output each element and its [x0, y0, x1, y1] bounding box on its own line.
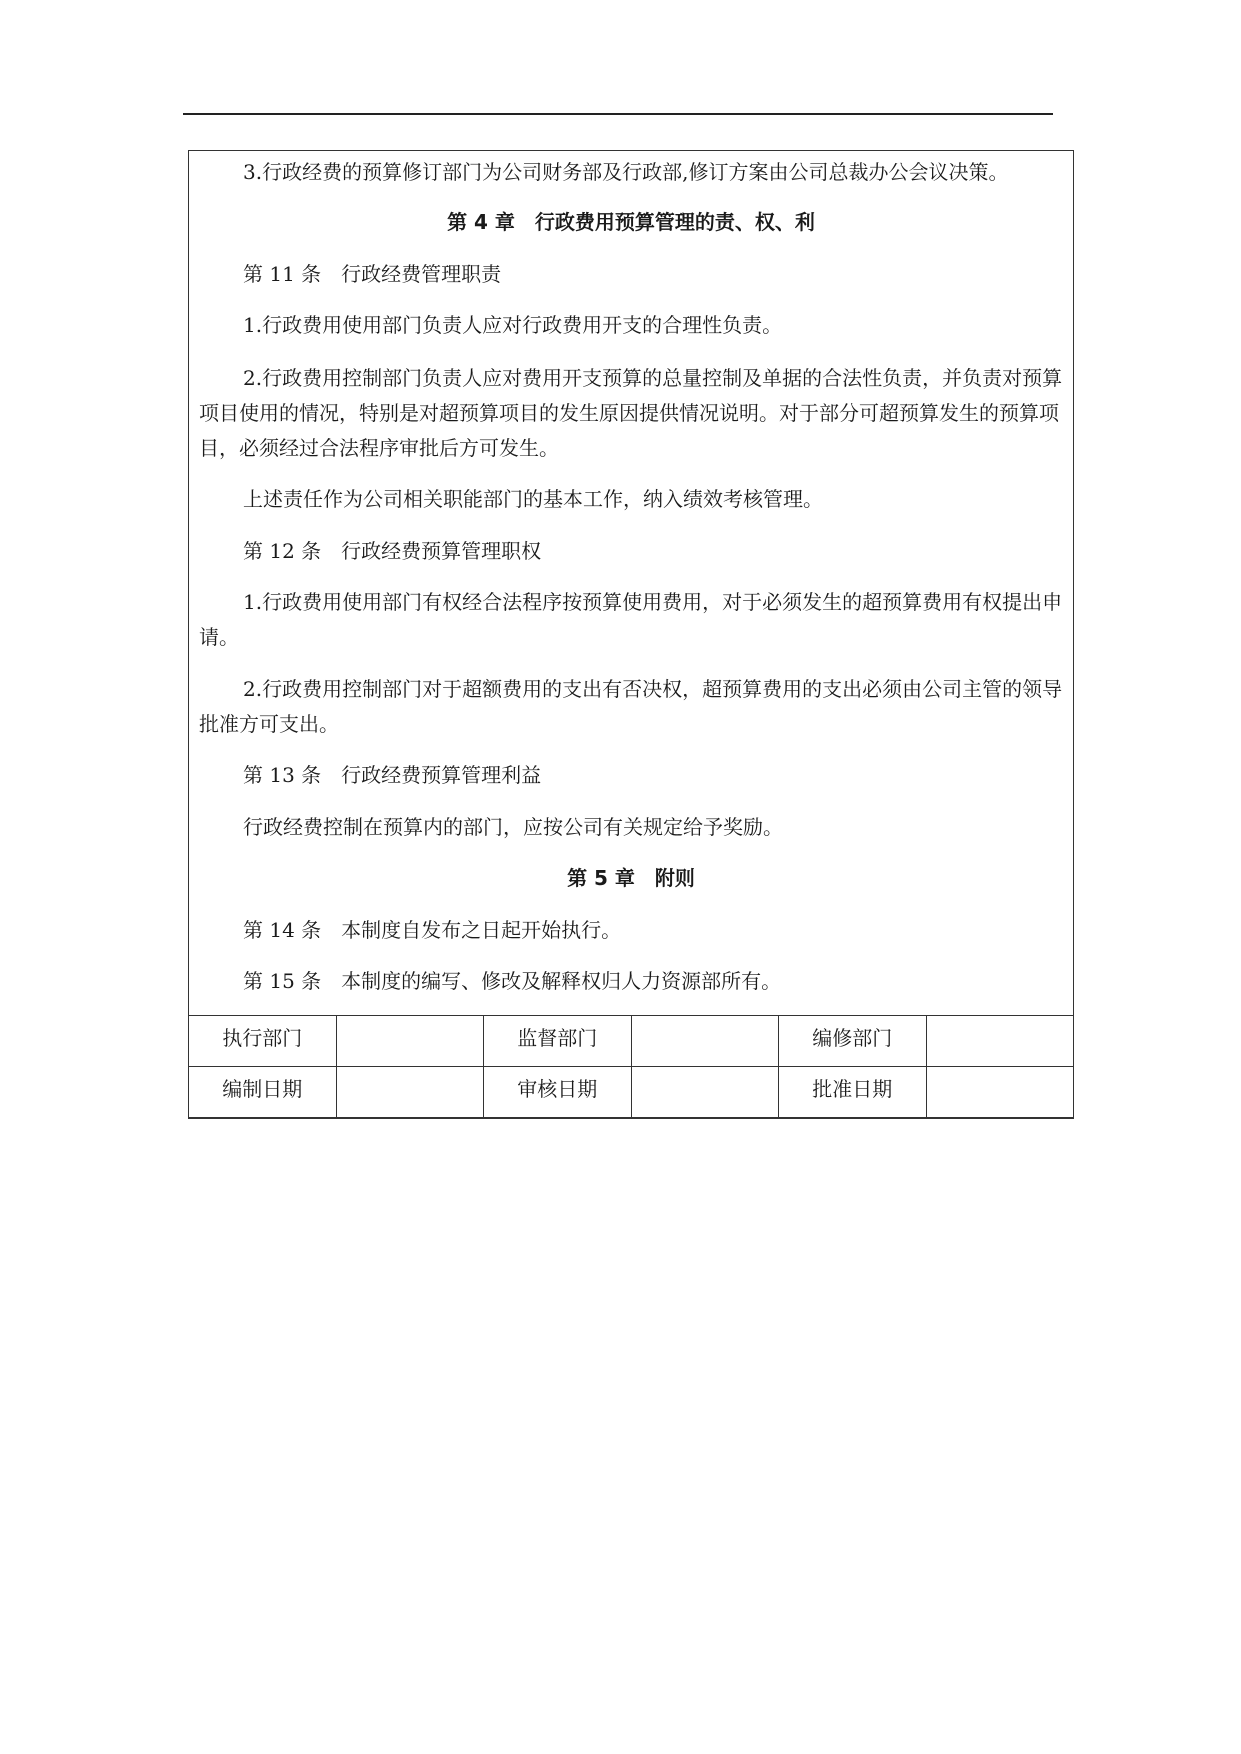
label-supervise-dept: 监督部门: [484, 1016, 632, 1067]
table-row: [189, 1016, 1074, 1067]
value-compile-date: [336, 1067, 484, 1118]
label-edit-dept: 编修部门: [779, 1016, 927, 1067]
label-review-date: 审核日期: [484, 1067, 632, 1118]
header-rule: [183, 113, 1053, 115]
article-13-item-1: 行政经费控制在预算内的部门，应按公司有关规定给予奖励。: [243, 815, 783, 839]
article-12-title: 第 12 条 行政经费预算管理职权: [243, 539, 542, 563]
table-row: [189, 1067, 1074, 1118]
chapter-4-heading: 第 4 章 行政费用预算管理的责、权、利: [447, 210, 815, 234]
article-11-item-2: 2.行政费用控制部门负责人应对费用开支预算的总量控制及单据的合法性负责，并负责对预算项目使用的情况，特别是对超预算项目的发生原因提供情况说明。对于部分可超预算发生的预算项目，必须经过合法程序审批后方可发生。: [199, 366, 1063, 460]
article-12-item-2: 2.行政费用控制部门对于超额费用的支出有否决权，超预算费用的支出必须由公司主管的领导批准方可支出。: [199, 677, 1063, 736]
article-11-item-1: 1.行政费用使用部门负责人应对行政费用开支的合理性负责。: [243, 313, 783, 337]
article-11-note: 上述责任作为公司相关职能部门的基本工作，纳入绩效考核管理。: [243, 487, 823, 511]
document-box: [188, 150, 1074, 1119]
article-11-title: 第 11 条 行政经费管理职责: [243, 262, 502, 286]
chapter-5-heading: 第 5 章 附则: [567, 866, 695, 890]
article-14: 第 14 条 本制度自发布之日起开始执行。: [243, 918, 622, 942]
value-approve-date: [926, 1067, 1074, 1118]
document-content: [189, 151, 1073, 1016]
value-exec-dept: [336, 1016, 484, 1067]
paragraph-revision: 3.行政经费的预算修订部门为公司财务部及行政部,修订方案由公司总裁办公会议决策。: [243, 160, 1009, 184]
article-12-item-1: 1.行政费用使用部门有权经合法程序按预算使用费用，对于必须发生的超预算费用有权提出申请。: [199, 590, 1063, 649]
label-approve-date: 批准日期: [779, 1067, 927, 1118]
value-review-date: [631, 1067, 779, 1118]
label-compile-date: 编制日期: [189, 1067, 337, 1118]
article-13-title: 第 13 条 行政经费预算管理利益: [243, 763, 542, 787]
article-15: 第 15 条 本制度的编写、修改及解释权归人力资源部所有。: [243, 969, 782, 993]
label-exec-dept: 执行部门: [189, 1016, 337, 1067]
value-supervise-dept: [631, 1016, 779, 1067]
signoff-table: [188, 1015, 1074, 1118]
value-edit-dept: [926, 1016, 1074, 1067]
